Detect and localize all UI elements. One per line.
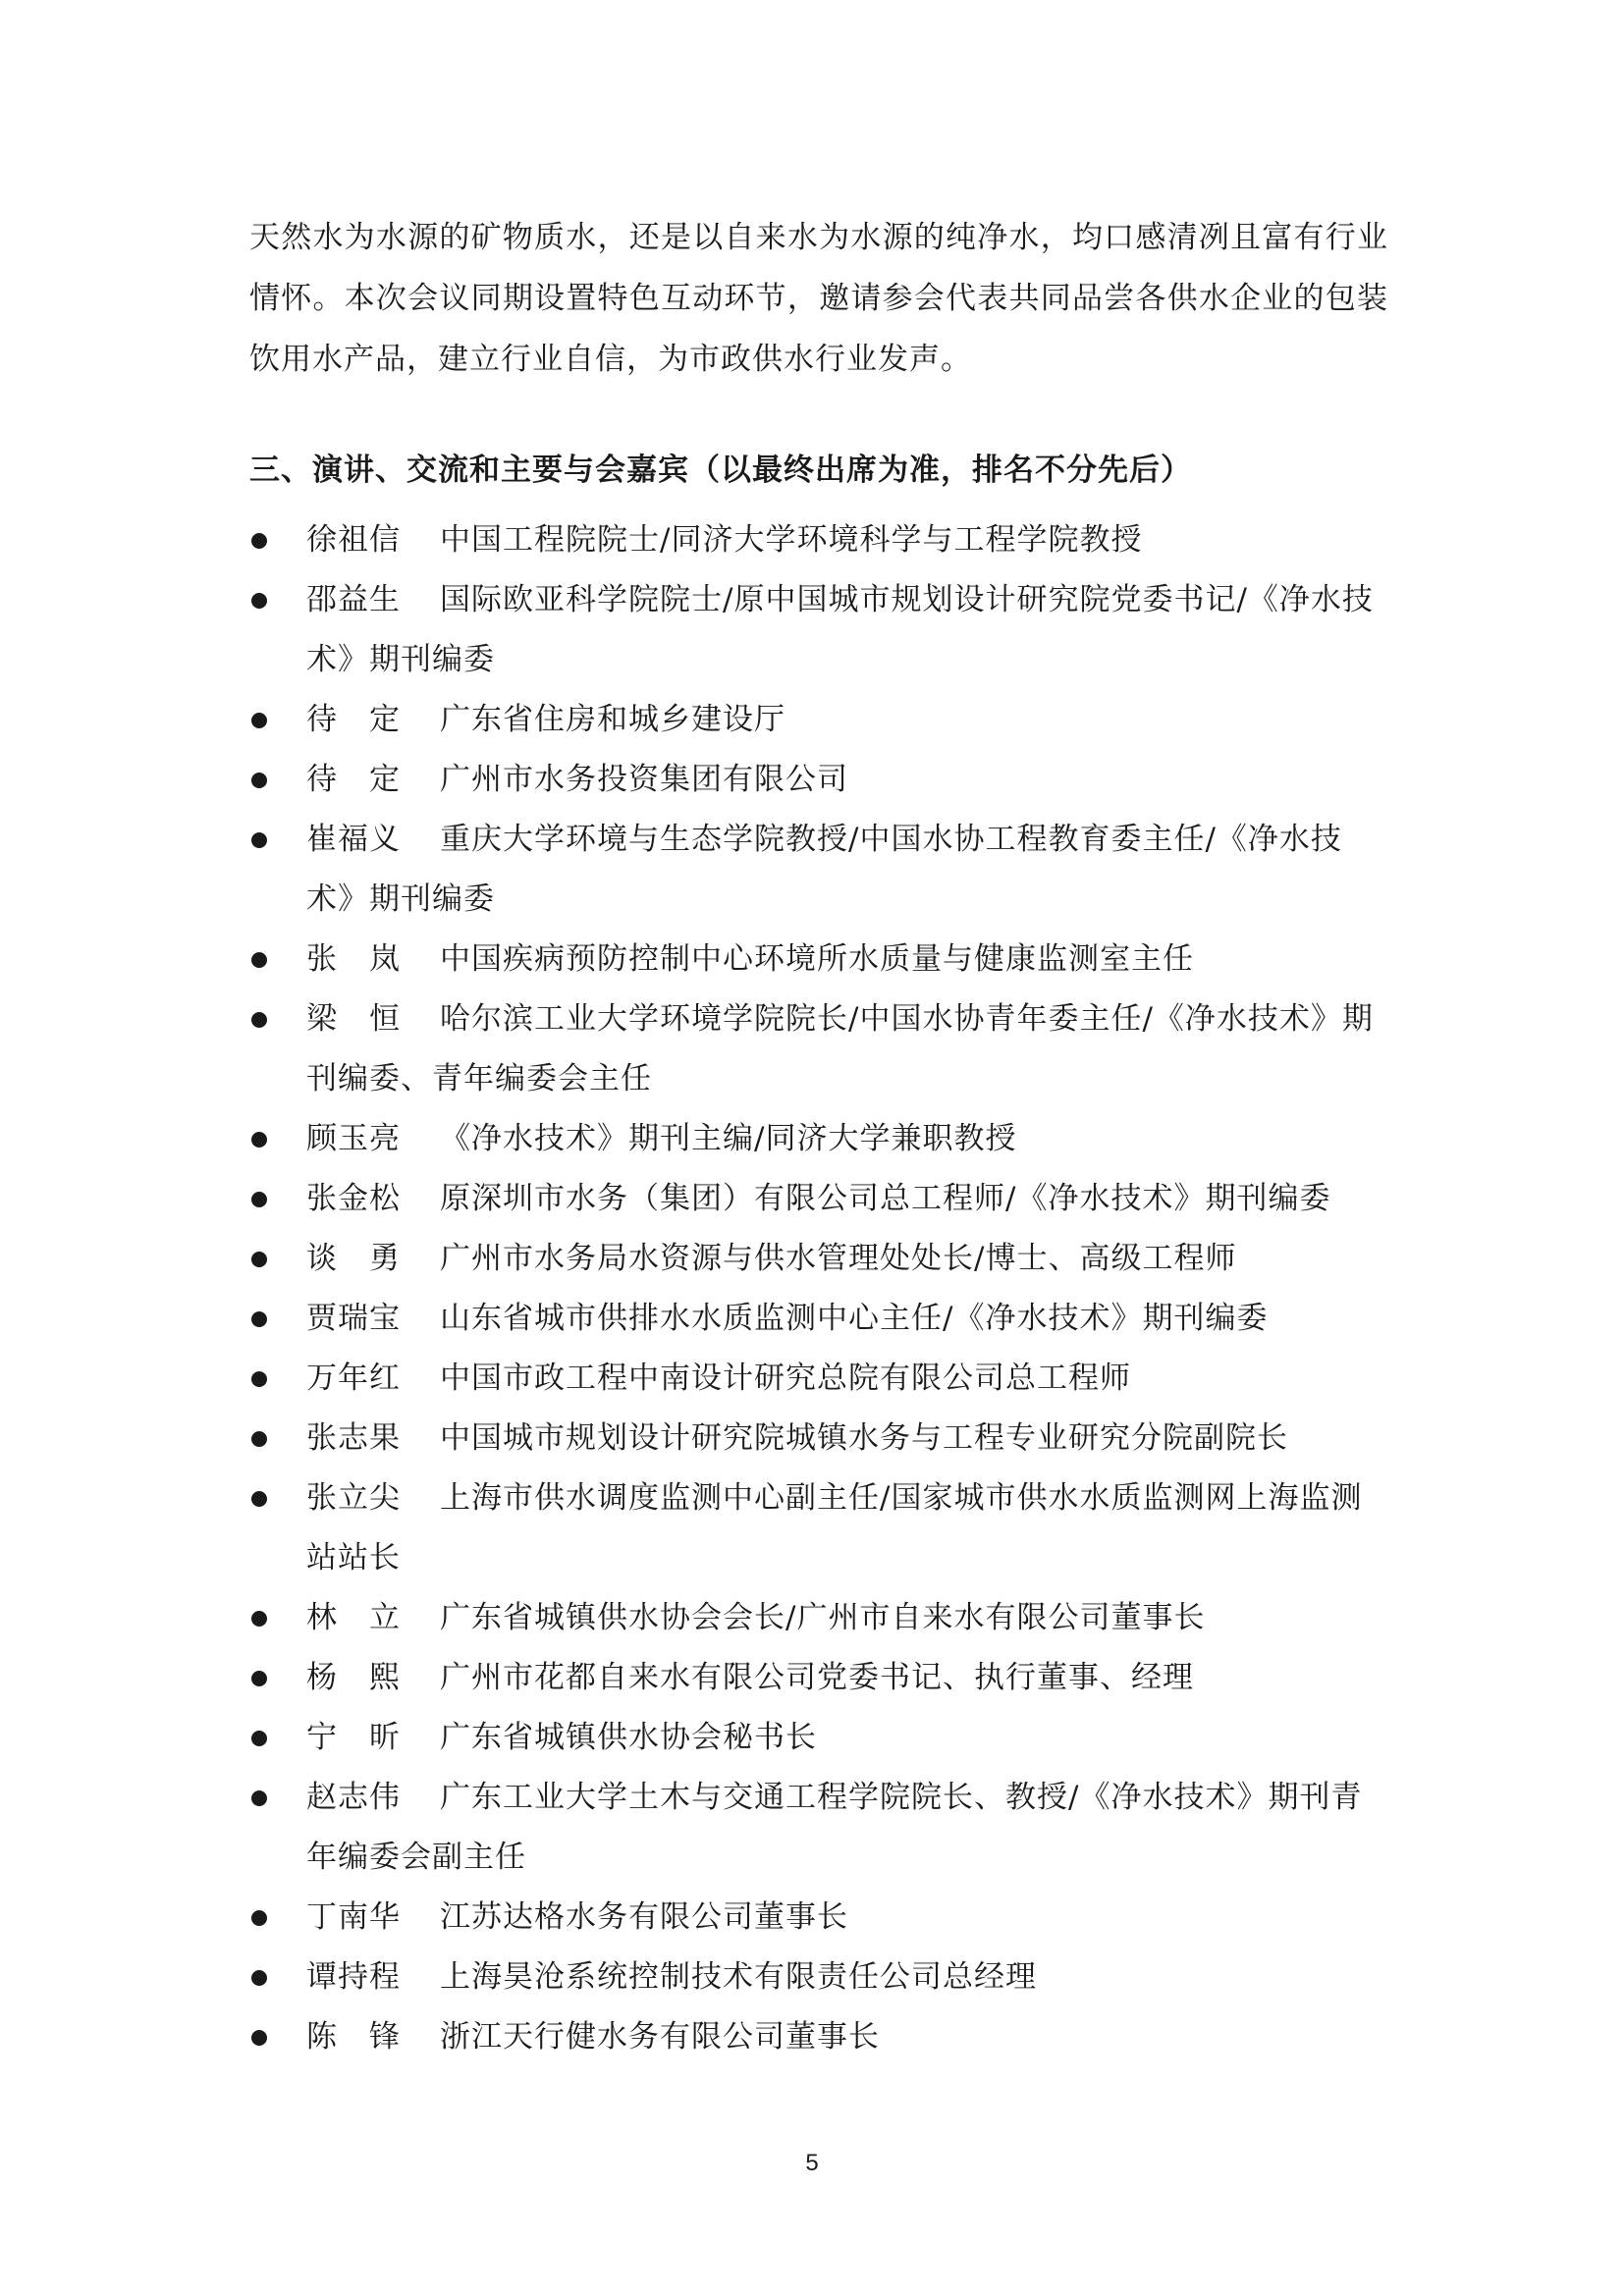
guest-list-item — [249, 750, 1388, 810]
guest-list-item — [249, 1109, 1388, 1169]
bullet-icon — [251, 1012, 267, 1028]
guest-name: 赵志伟 — [306, 1780, 401, 1815]
guest-title: 广州市水务投资集团有限公司 — [440, 762, 848, 797]
guest-list-item — [249, 1648, 1388, 1708]
bullet-icon — [251, 1970, 267, 1986]
bullet-icon — [251, 593, 267, 609]
guest-list-item — [249, 510, 1388, 570]
guest-list — [249, 510, 1388, 2067]
guest-list-item — [249, 1948, 1388, 2007]
bullet-icon — [251, 1671, 267, 1686]
bullet-icon — [251, 1311, 267, 1327]
guest-list-item — [249, 1289, 1388, 1349]
guest-title: 上海昊沧系统控制技术有限责任公司总经理 — [440, 1959, 1037, 1995]
guest-name: 谭持程 — [306, 1959, 401, 1995]
guest-list-item — [249, 2007, 1388, 2067]
guest-list-item — [249, 1409, 1388, 1468]
guest-name: 杨 熙 — [306, 1660, 401, 1695]
bullet-icon — [251, 1910, 267, 1926]
bullet-icon — [251, 1790, 267, 1806]
guest-name: 崔福义 — [306, 822, 401, 857]
guest-list-item — [249, 1229, 1388, 1289]
guest-title: 广东省城镇供水协会会长/广州市自来水有限公司董事长 — [440, 1600, 1206, 1635]
guest-list-item — [249, 810, 1388, 930]
bullet-icon — [251, 1491, 267, 1507]
guest-name: 张金松 — [306, 1181, 401, 1216]
bullet-icon — [251, 533, 267, 549]
guest-name: 顾玉亮 — [306, 1121, 401, 1156]
page-number: 5 — [805, 2150, 819, 2176]
guest-title: 广东工业大学土木与交通工程学院院长、教授/《净水技术》期刊青年编委会副主任 — [306, 1780, 1363, 1875]
guest-list-item — [249, 1888, 1388, 1948]
bullet-icon — [251, 1132, 267, 1148]
guest-name: 谈 勇 — [306, 1241, 401, 1276]
intro-paragraph: 天然水为水源的矿物质水，还是以自来水为水源的纯净水，均口感清冽且富有行业情怀。本次会议同期设置特色互动环节，邀请参会代表共同品尝各供水企业的包装饮用水产品，建立行业自信，为市政供水行业发声。 — [249, 220, 1388, 377]
guest-title: 山东省城市供排水水质监测中心主任/《净水技术》期刊编委 — [440, 1301, 1269, 1336]
guest-title: 重庆大学环境与生态学院教授/中国水协工程教育委主任/《净水技术》期刊编委 — [306, 822, 1342, 917]
guest-title: 广东省城镇供水协会秘书长 — [440, 1720, 817, 1755]
guest-name: 丁南华 — [306, 1899, 401, 1935]
bullet-icon — [251, 713, 267, 728]
bullet-icon — [251, 1611, 267, 1627]
bullet-icon — [251, 1731, 267, 1746]
guest-title: 《净水技术》期刊主编/同济大学兼职教授 — [440, 1121, 1017, 1156]
guest-name: 张 岚 — [306, 941, 401, 977]
guest-list-item — [249, 690, 1388, 750]
guest-name: 梁 恒 — [306, 1001, 401, 1037]
guest-name: 贾瑞宝 — [306, 1301, 401, 1336]
guest-name: 张立尖 — [306, 1480, 401, 1516]
guest-title: 中国市政工程中南设计研究总院有限公司总工程师 — [440, 1361, 1131, 1396]
guest-title: 中国城市规划设计研究院城镇水务与工程专业研究分院副院长 — [440, 1420, 1288, 1456]
guest-name: 张志果 — [306, 1420, 401, 1456]
guest-list-item — [249, 1169, 1388, 1229]
bullet-icon — [251, 773, 267, 788]
bullet-icon — [251, 832, 267, 848]
guest-name: 待 定 — [306, 762, 401, 797]
guest-list-item — [249, 1588, 1388, 1648]
guest-name: 待 定 — [306, 702, 401, 737]
guest-title: 广州市水务局水资源与供水管理处处长/博士、高级工程师 — [440, 1241, 1237, 1276]
guest-title: 中国疾病预防控制中心环境所水质量与健康监测室主任 — [440, 941, 1194, 977]
guest-title: 哈尔滨工业大学环境学院院长/中国水协青年委主任/《净水技术》期刊编委、青年编委会主任 — [306, 1001, 1374, 1096]
guest-title: 广州市花都自来水有限公司党委书记、执行董事、经理 — [440, 1660, 1194, 1695]
guest-name: 邵益生 — [306, 582, 401, 617]
bullet-icon — [251, 2030, 267, 2046]
guest-name: 陈 锋 — [306, 2019, 401, 2055]
guest-name: 宁 昕 — [306, 1720, 401, 1755]
guest-list-item — [249, 930, 1388, 989]
bullet-icon — [251, 952, 267, 968]
guest-name: 林 立 — [306, 1600, 401, 1635]
guest-title: 广东省住房和城乡建设厅 — [440, 702, 785, 737]
guest-title: 上海市供水调度监测中心副主任/国家城市供水水质监测网上海监测站站长 — [306, 1480, 1363, 1575]
guest-list-item — [249, 1468, 1388, 1588]
guest-title: 江苏达格水务有限公司董事长 — [440, 1899, 848, 1935]
guest-name: 徐祖信 — [306, 522, 401, 558]
guest-title: 中国工程院院士/同济大学环境科学与工程学院教授 — [440, 522, 1143, 558]
guest-title: 浙江天行健水务有限公司董事长 — [440, 2019, 880, 2055]
guest-title: 原深圳市水务（集团）有限公司总工程师/《净水技术》期刊编委 — [440, 1181, 1331, 1216]
guest-list-item — [249, 989, 1388, 1109]
bullet-icon — [251, 1192, 267, 1207]
guest-name: 万年红 — [306, 1361, 401, 1396]
bullet-icon — [251, 1431, 267, 1447]
guest-list-item — [249, 1708, 1388, 1768]
guest-list-item — [249, 570, 1388, 690]
bullet-icon — [251, 1252, 267, 1267]
guest-list-item — [249, 1349, 1388, 1409]
section-heading: 三、演讲、交流和主要与会嘉宾（以最终出席为准，排名不分先后） — [249, 453, 1192, 488]
guest-title: 国际欧亚科学院院士/原中国城市规划设计研究院党委书记/《净水技术》期刊编委 — [306, 582, 1374, 677]
bullet-icon — [251, 1371, 267, 1387]
guest-list-item — [249, 1768, 1388, 1888]
